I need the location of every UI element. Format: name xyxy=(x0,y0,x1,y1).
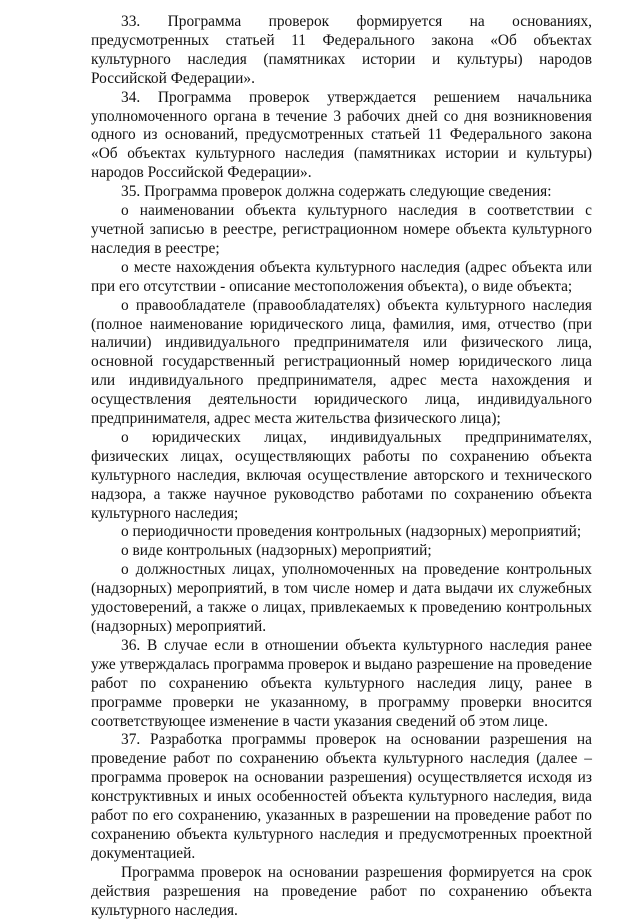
list-item-periodicity: о периодичности проведения контрольных (надзорных) мероприятий; xyxy=(121,523,582,541)
list-item-object-name: о наименовании объекта культурного наследия в соответствии с учетной записью в реестре, регистрационном номере объекта культурного наследия в реестре; xyxy=(91,202,592,257)
list-item-rights-holder: о правообладателе (правообладателях) объекта культурного наследия (полное наименование юридического лица, фамилия, имя, отчество (при наличии) индивидуального предпринимателя или физического лица, основной государственный регистрационный номер юридического лица или индивидуального предпринимателя, адрес места нахождения и осуществления деятельности юридического лица, индивидуального предпринимателя, адрес места жительства физического лица); xyxy=(91,296,592,428)
paragraph-term: Программа проверок на основании разрешения формируется на срок действия разрешения на проведение работ по сохранению объекта культурного наследия. xyxy=(91,863,592,919)
paragraph-33: 33. Программа проверок формируется на основаниях, предусмотренных статьей 11 Федерального закона «Об объектах культурного наследия (памятниках истории и культуры) народов Российской Федерации». xyxy=(91,13,592,87)
list-item-inspection-type: о виде контрольных (надзорных) мероприятий; xyxy=(121,542,432,560)
paragraph-34: 34. Программа проверок утверждается решением начальника уполномоченного органа в течение 3 рабочих дней со дня возникновения одного из оснований, предусмотренных статьей 11 Федерального закона «Об объектах культурного наследия (памятниках истории и культуры) народов Российской Федерации». xyxy=(91,88,592,182)
paragraph-36: 36. В случае если в отношении объекта культурного наследия ранее уже утверждалась программа проверок и выдано разрешение на проведение работ по сохранению объекта культурного наследия лицу, ранее в программе проверки не указанному, в программу проверки вносится соответствующее изменение в части указания сведений об этом лице. xyxy=(91,636,592,730)
paragraph-37: 37. Разработка программы проверок на основании разрешения на проведение работ по сохранению объекта культурного наследия (далее – программа проверок на основании разрешения) осуществляется исходя из конструктивных и иных особенностей объекта культурного наследия, вида работ по его сохранению, указанных в разрешении на проведение работ по сохранению объекта культурного наследия и предусмотренных проектной документацией. xyxy=(91,731,592,862)
document-body xyxy=(91,13,592,921)
list-item-object-location: о месте нахождения объекта культурного наследия (адрес объекта или при его отсутствии - описание местоположения объекта), о виде объекта; xyxy=(91,258,592,295)
list-item-contractors: о юридических лицах, индивидуальных предпринимателях, физических лицах, осуществляющих работы по сохранению объекта культурного наследия, включая осуществление авторского и технического надзора, а также научное руководство работами по сохранению объекта культурного наследия; xyxy=(91,428,592,522)
list-item-officials: о должностных лицах, уполномоченных на проведение контрольных (надзорных) мероприятий, в том числе номер и дата выдачи их служебных удостоверений, а также о лицах, привлекаемых к проведению контрольных (надзорных) мероприятий. xyxy=(91,561,592,635)
paragraph-35: 35. Программа проверок должна содержать следующие сведения: xyxy=(121,183,552,201)
